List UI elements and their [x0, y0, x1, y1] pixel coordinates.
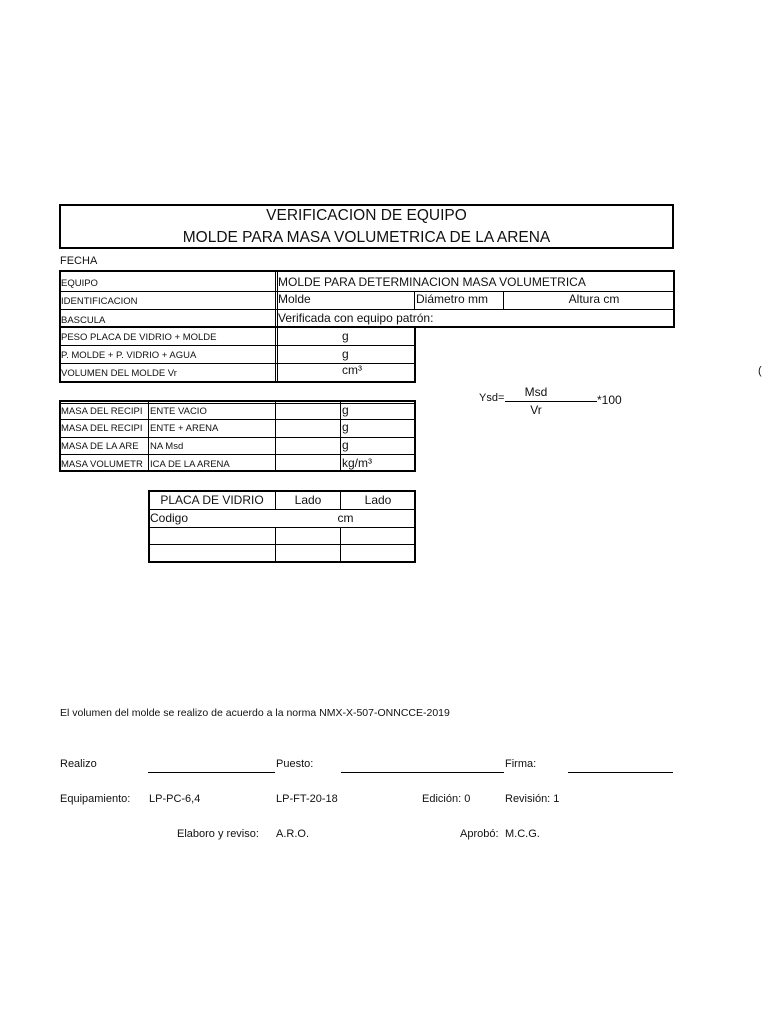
placa-header: PLACA DE VIDRIO [160, 493, 264, 507]
volumen-unit: cm³ [342, 363, 362, 377]
realizo-line [148, 772, 275, 773]
formula-fraction-line [505, 401, 597, 402]
masa-label-a: MASA VOLUMETR [61, 459, 143, 470]
edicion: Edición: 0 [422, 793, 471, 805]
lado-header-1: Lado [294, 493, 322, 507]
p-molde-unit: g [342, 347, 349, 361]
equipamiento-label: Equipamiento: [60, 793, 131, 805]
formula-denominator: Vr [530, 403, 542, 417]
masa-label-b: ENTE VACIO [150, 406, 207, 417]
aprobo-value: M.C.G. [505, 828, 540, 840]
firma-line [568, 772, 673, 773]
masa-label-b: ENTE + ARENA [150, 423, 219, 434]
masa-label-b: ICA DE LA ARENA [150, 459, 230, 470]
equipo-label: EQUIPO [61, 278, 98, 289]
bascula-label: BASCULA [61, 315, 106, 326]
bascula-value: Verificada con equipo patrón: [278, 311, 434, 325]
firma-label: Firma: [505, 758, 537, 770]
formato-code: LP-FT-20-18 [276, 793, 338, 805]
equipo-value: MOLDE PARA DETERMINACION MASA VOLUMETRICA [278, 275, 586, 289]
elaboro-value: A.R.O. [276, 828, 310, 840]
formula-lhs: Ysd= [479, 392, 505, 404]
masa-unit: kg/m³ [342, 456, 372, 470]
page-title: VERIFICACION DE EQUIPO [266, 207, 467, 224]
formula-numerator: Msd [524, 385, 548, 399]
masa-label-b: NA Msd [150, 441, 184, 452]
fecha-label: FECHA [60, 255, 98, 267]
placa-unit: cm [337, 511, 354, 525]
volumen-label: VOLUMEN DEL MOLDE Vr [61, 368, 177, 379]
masa-unit: g [342, 403, 349, 417]
peso-placa-label: PESO PLACA DE VIDRIO + MOLDE [61, 332, 217, 343]
masa-label-a: MASA DE LA ARE [61, 441, 139, 452]
page-subtitle: MOLDE PARA MASA VOLUMETRICA DE LA ARENA [182, 229, 551, 246]
aprobo-label: Aprobó: [460, 828, 499, 840]
masa-label-a: MASA DEL RECIPI [61, 423, 143, 434]
codigo-label: Codigo [150, 511, 189, 525]
masa-unit: g [342, 438, 349, 452]
identificacion-label: IDENTIFICACION [61, 296, 138, 307]
formula-multiplier: *100 [597, 393, 622, 407]
puesto-label: Puesto: [276, 758, 314, 770]
masa-unit: g [342, 420, 349, 434]
altura-label: Altura cm [568, 292, 620, 306]
realizo-label: Realizo [60, 758, 97, 770]
equipamiento-value: LP-PC-6,4 [149, 793, 201, 805]
molde-label: Molde [278, 292, 311, 306]
masa-label-a: MASA DEL RECIPI [61, 406, 143, 417]
revision: Revisión: 1 [505, 793, 560, 805]
diametro-label: Diámetro mm [416, 292, 489, 306]
elaboro-label: Elaboro y reviso: [177, 828, 259, 840]
puesto-line [341, 772, 504, 773]
side-mark: ( [758, 365, 762, 377]
peso-placa-unit: g [342, 329, 349, 343]
lado-header-2: Lado [364, 493, 392, 507]
norma-note: El volumen del molde se realizo de acuerdo a la norma NMX-X-507-ONNCCE-2019 [60, 707, 450, 719]
p-molde-label: P. MOLDE + P. VIDRIO + AGUA [61, 350, 197, 361]
